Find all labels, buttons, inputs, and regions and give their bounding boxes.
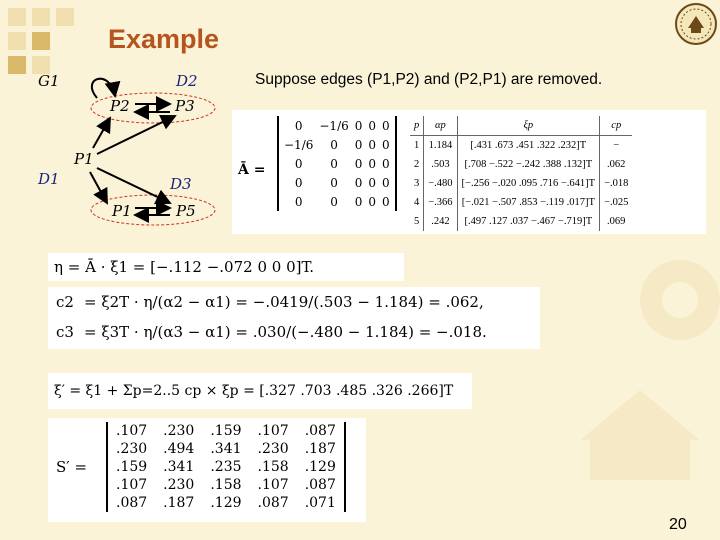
table-cell: 0: [330, 194, 338, 209]
table-cell: 0: [354, 137, 363, 152]
table-cell: 1: [414, 140, 420, 151]
table-cell: .235: [210, 459, 242, 475]
table-cell: .341: [210, 441, 242, 457]
table-cell: 0: [330, 156, 338, 171]
table-cell: .107: [116, 477, 148, 493]
table-row: [108, 458, 344, 476]
decor-square: [32, 8, 50, 26]
table-cell: 0: [294, 194, 303, 209]
table-cell: .071: [304, 495, 336, 511]
equation-c3-rhs: = ξ3T · η/(α3 − α1) = .030/(−.480 − 1.184) = −.018.: [84, 323, 487, 341]
graph-diagram: [35, 68, 235, 228]
table-cell: ξp: [457, 116, 600, 136]
table-header-row: [410, 116, 632, 136]
table-cell: 3: [414, 178, 420, 189]
table-row: [108, 440, 344, 458]
table-cell: 1.184: [424, 136, 457, 156]
table-cell: 0: [368, 137, 377, 152]
table-cell: .230: [257, 441, 289, 457]
equation-c3-lhs: c3: [56, 323, 74, 341]
label-d1: D1: [38, 170, 60, 188]
table-cell: .159: [116, 459, 148, 475]
table-cell: .158: [257, 459, 289, 475]
background-watermark: [560, 240, 720, 500]
table-cell: 0: [382, 137, 390, 152]
table-cell: .087: [304, 423, 336, 439]
table-cell: .087: [304, 477, 336, 493]
table-cell: −1/6: [284, 137, 314, 152]
table-cell: −1/6: [319, 118, 349, 133]
table-cell: 0: [294, 156, 303, 171]
table-cell: .341: [163, 459, 195, 475]
table-cell: 0: [354, 194, 363, 209]
decor-square: [8, 32, 26, 50]
slide-title: Example: [108, 24, 220, 54]
table-cell: .107: [257, 423, 289, 439]
table-cell: [.497 .127 .037 −.467 −.719]T: [457, 212, 600, 231]
page-number: 20: [669, 516, 687, 533]
matrix-s: [106, 422, 346, 512]
table-cell: 0: [354, 175, 363, 190]
table-cell: .242: [424, 212, 457, 231]
matrix-and-eigen-panel: [232, 110, 706, 234]
matrix-s-label: S′ =: [56, 458, 88, 476]
table-cell: .503: [424, 155, 457, 174]
university-seal-logo: [674, 2, 718, 46]
table-cell: .230: [163, 423, 195, 439]
label-g1: G1: [38, 72, 60, 90]
table-cell: −: [600, 136, 633, 156]
table-row: [281, 154, 393, 173]
equation-c2-lhs: c2: [56, 293, 74, 311]
table-cell: .158: [210, 477, 242, 493]
table-cell: 0: [294, 175, 303, 190]
table-cell: 0: [368, 175, 377, 190]
table-cell: 0: [330, 137, 338, 152]
table-cell: [−.021 −.507 .853 −.119 .017]T: [457, 193, 600, 212]
label-p3: P3: [175, 97, 195, 115]
slide-caption: Suppose edges (P1,P2) and (P2,P1) are removed.: [255, 71, 603, 88]
table-cell: .129: [210, 495, 242, 511]
table-row: [108, 422, 344, 440]
table-row: [108, 494, 344, 512]
table-cell: .069: [600, 212, 633, 231]
table-row: [281, 116, 393, 135]
table-cell: 0: [382, 175, 390, 190]
table-cell: .129: [304, 459, 336, 475]
table-cell: .087: [257, 495, 289, 511]
table-cell: .107: [257, 477, 289, 493]
table-row: [108, 476, 344, 494]
table-cell: 0: [294, 118, 303, 133]
table-cell: 0: [368, 156, 377, 171]
table-cell: 2: [414, 159, 420, 170]
table-row: [410, 193, 632, 212]
matrix-a: [277, 116, 397, 211]
table-cell: −.480: [424, 174, 457, 193]
label-p5: P5: [176, 202, 196, 220]
table-cell: 0: [382, 156, 390, 171]
label-p2: P2: [110, 97, 130, 115]
table-cell: .062: [600, 155, 633, 174]
table-cell: 5: [414, 216, 420, 227]
decor-square: [56, 8, 74, 26]
table-row: [410, 136, 632, 156]
table-cell: 0: [354, 118, 363, 133]
table-cell: [.431 .673 .451 .322 .232]T: [457, 136, 600, 156]
matrix-a-label: Ā =: [238, 162, 266, 178]
table-cell: .087: [116, 495, 148, 511]
table-cell: .107: [116, 423, 148, 439]
label-d2: D2: [176, 72, 198, 90]
matrix-s-panel: [48, 418, 366, 522]
table-row: [281, 173, 393, 192]
eigen-table: [410, 116, 632, 231]
table-cell: [.708 −.522 −.242 .388 .132]T: [457, 155, 600, 174]
table-cell: cp: [600, 116, 633, 136]
table-row: [281, 192, 393, 211]
table-cell: .230: [116, 441, 148, 457]
table-cell: .159: [210, 423, 242, 439]
table-row: [410, 212, 632, 231]
label-d3: D3: [170, 175, 192, 193]
decor-square: [32, 32, 50, 50]
table-cell: 0: [382, 118, 390, 133]
label-p1: P1: [74, 150, 94, 168]
table-cell: −.025: [600, 193, 633, 212]
table-cell: 0: [382, 194, 390, 209]
table-cell: αp: [424, 116, 457, 136]
equation-xi-prime: ξ′ = ξ1 + Σp=2..5 cp × ξp = [.327 .703 .485 .326 .266]T: [48, 373, 472, 409]
equation-c2-rhs: = ξ2T · η/(α2 − α1) = −.0419/(.503 − 1.184) = .062,: [84, 293, 484, 311]
table-cell: 0: [368, 194, 377, 209]
equation-eta: η = Ā · ξ1 = [−.112 −.072 0 0 0]T.: [48, 253, 404, 281]
decor-square: [8, 56, 26, 74]
table-row: [410, 174, 632, 193]
table-row: [410, 155, 632, 174]
table-cell: .230: [163, 477, 195, 493]
table-cell: .494: [163, 441, 195, 457]
table-cell: 0: [354, 156, 363, 171]
equation-c-block: [48, 287, 540, 349]
table-cell: −.018: [600, 174, 633, 193]
table-cell: p: [410, 116, 424, 136]
table-row: [281, 135, 393, 154]
table-cell: [−.256 −.020 .095 .716 −.641]T: [457, 174, 600, 193]
table-cell: 4: [414, 197, 420, 208]
label-p4: P1: [112, 202, 132, 220]
decor-square: [8, 8, 26, 26]
table-cell: .187: [163, 495, 195, 511]
group-ellipse-d3: [91, 195, 215, 225]
table-cell: 0: [368, 118, 377, 133]
table-cell: 0: [330, 175, 338, 190]
table-cell: −.366: [424, 193, 457, 212]
table-cell: .187: [304, 441, 336, 457]
